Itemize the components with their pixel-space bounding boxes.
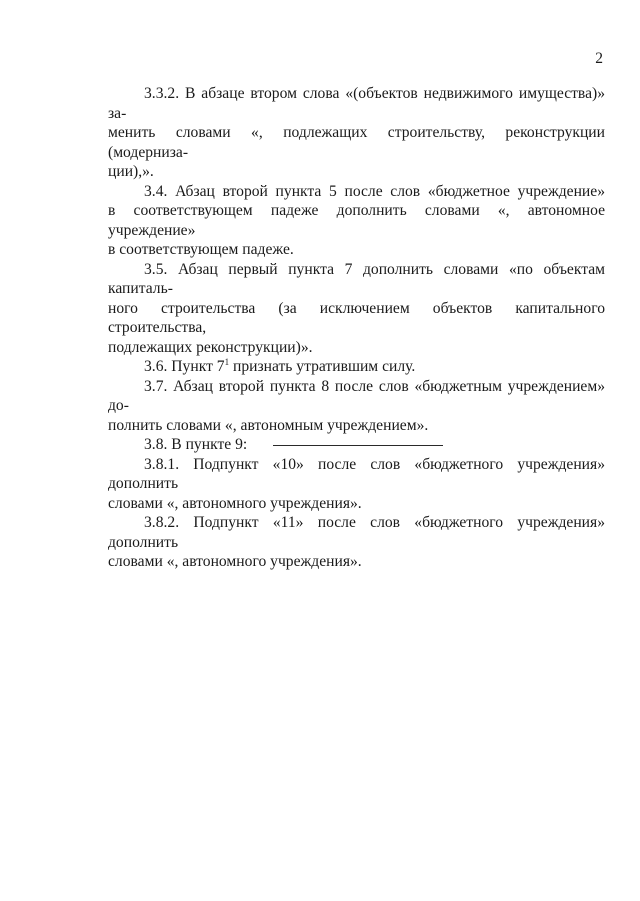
page-number: 2	[595, 50, 603, 67]
paragraph-line: 3.3.2. В абзаце втором слова «(объектов недвижимого имущества)» за-	[108, 85, 605, 122]
document-body	[108, 84, 605, 572]
paragraph-text: 3.6. Пункт 7	[144, 358, 225, 375]
end-of-text-rule	[273, 445, 443, 446]
superscript-mark: 1	[224, 356, 230, 367]
paragraph-line: 3.8.2. Подпункт «11» после слов «бюджетного учреждения» дополнить	[108, 514, 605, 551]
paragraph-line: словами «, автономного учреждения».	[108, 553, 362, 570]
paragraph-3-8-1	[108, 455, 605, 514]
paragraph-line: 3.8. В пункте 9:	[144, 436, 248, 453]
paragraph-3-7	[108, 377, 605, 436]
paragraph-3-4	[108, 182, 605, 260]
paragraph-line: полнить словами «, автономным учреждением».	[108, 416, 429, 434]
paragraph-3-3-2	[108, 84, 605, 182]
paragraph-line: 3.7. Абзац второй пункта 8 после слов «бюджетным учреждением» до-	[108, 377, 605, 414]
paragraph-line: словами «, автономного учреждения».	[108, 494, 362, 512]
paragraph-line: 3.5. Абзац первый пункта 7 дополнить словами «по объектам капиталь-	[108, 260, 605, 297]
paragraph-line: менить словами «, подлежащих строительству, реконструкции (модерниза-	[108, 124, 605, 161]
paragraph-text: признать утратившим силу.	[229, 358, 416, 375]
paragraph-3-8-2	[108, 513, 605, 572]
paragraph-line	[108, 357, 605, 377]
paragraph-line: ного строительства (за исключением объектов капитального строительства,	[108, 299, 605, 336]
paragraph-3-6	[108, 357, 605, 377]
paragraph-line: 3.8.1. Подпункт «10» после слов «бюджетного учреждения» дополнить	[108, 455, 605, 492]
paragraph-line: в соответствующем падеже.	[108, 241, 294, 258]
paragraph-3-5	[108, 260, 605, 358]
paragraph-line: 3.4. Абзац второй пункта 5 после слов «бюджетное учреждение»	[144, 182, 605, 200]
paragraph-line: подлежащих реконструкции)».	[108, 338, 313, 356]
paragraph-line: ции),».	[108, 163, 154, 180]
paragraph-line: в соответствующем падеже дополнить словами «, автономное учреждение»	[108, 202, 605, 239]
